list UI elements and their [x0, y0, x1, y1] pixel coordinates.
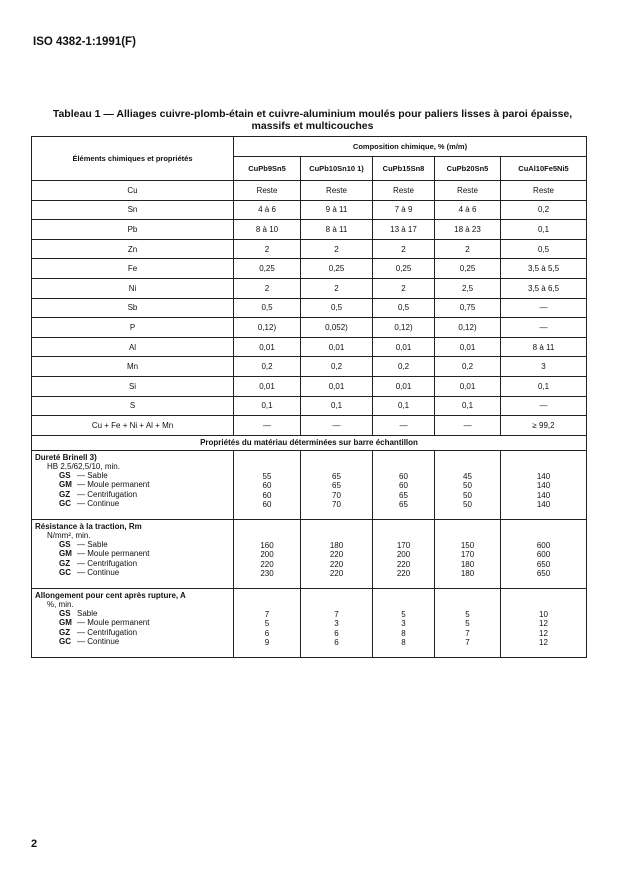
table-cell: 70: [332, 490, 341, 500]
alloy-header: CuPb15Sn8: [373, 157, 435, 181]
table-cell: —: [234, 416, 301, 436]
table-cell: 140: [536, 500, 551, 510]
property-values: [301, 450, 373, 519]
table-cell: 2: [435, 239, 501, 259]
table-row: [32, 259, 587, 279]
table-cell: 12: [539, 638, 548, 648]
process-label: — Centrifugation: [77, 558, 138, 568]
section-row: [32, 435, 587, 450]
property-values: [301, 519, 373, 588]
table-row: [32, 357, 587, 377]
table-cell: 0,25: [373, 259, 435, 279]
table-cell: 0,1: [501, 220, 587, 240]
table-row: [32, 376, 587, 396]
element-name: S: [32, 396, 234, 416]
table-cell: 65: [332, 481, 341, 491]
table-cell: 0,25: [435, 259, 501, 279]
table-cell: 170: [396, 540, 411, 550]
process-code: GC: [59, 568, 71, 578]
process-line: [35, 549, 233, 559]
table-cell: 70: [332, 500, 341, 510]
process-label: — Moule permanent: [77, 549, 150, 559]
element-name: Si: [32, 376, 234, 396]
property-label: [32, 519, 234, 588]
table-cell: 180: [329, 540, 344, 550]
table-cell: 0,01: [234, 337, 301, 357]
table-row: [32, 181, 587, 201]
caption-line-2: massifs et multicouches: [251, 120, 374, 132]
alloy-header: CuAl10Fe5Ni5: [501, 157, 587, 181]
table-cell: 3: [334, 619, 339, 629]
table-cell: 3,5 à 5,5: [501, 259, 587, 279]
table-cell: 8 à 11: [501, 337, 587, 357]
table-cell: 8: [401, 628, 406, 638]
table-cell: 180: [460, 569, 475, 579]
element-name: Ni: [32, 278, 234, 298]
table-cell: 7: [264, 609, 270, 619]
table-cell: 0,01: [373, 376, 435, 396]
process-code: GM: [59, 618, 72, 628]
table-cell: 8 à 11: [301, 220, 373, 240]
table-cell: —: [301, 416, 373, 436]
caption-line-1: Tableau 1 — Alliages cuivre-plomb-étain et cuivre-aluminium moulés pour paliers lisses à paroi épaisse,: [52, 108, 573, 120]
element-name: Pb: [32, 220, 234, 240]
table-cell: 0,5: [301, 298, 373, 318]
table-cell: 2: [373, 278, 435, 298]
property-subtitle: %, min.: [47, 599, 74, 609]
table-cell: 2: [234, 239, 301, 259]
property-values: [373, 450, 435, 519]
process-line: [35, 628, 233, 638]
page-number: 2: [31, 838, 38, 850]
process-label: — Continue: [77, 637, 120, 647]
table-cell: 0,01: [435, 376, 501, 396]
table-cell: 200: [260, 550, 274, 560]
table-cell: 8: [401, 638, 406, 648]
table-cell: 10: [539, 609, 548, 619]
table-cell: Reste: [301, 181, 373, 201]
property-values: [501, 450, 587, 519]
table-cell: 0,01: [301, 337, 373, 357]
table-cell: 0,01: [234, 376, 301, 396]
element-name: Zn: [32, 239, 234, 259]
property-values: [234, 519, 301, 588]
table-cell: 50: [463, 490, 472, 500]
table-cell: 220: [396, 559, 411, 569]
process-line: [35, 568, 233, 578]
alloy-header: CuPb10Sn10 1): [301, 157, 373, 181]
table-cell: 0,1: [234, 396, 301, 416]
property-values: [435, 450, 501, 519]
table-cell: 5: [264, 619, 270, 629]
table-cell: 170: [460, 550, 475, 560]
table-row: [32, 416, 587, 436]
table-row: [32, 239, 587, 259]
table-cell: 0,12): [373, 318, 435, 338]
process-code: GS: [59, 608, 71, 618]
table-cell: 0,25: [301, 259, 373, 279]
element-name: P: [32, 318, 234, 338]
process-line: [35, 609, 233, 619]
property-label: [32, 588, 234, 657]
process-line: [35, 559, 233, 569]
element-name: Fe: [32, 259, 234, 279]
table-cell: 2: [301, 239, 373, 259]
table-cell: 13 à 17: [373, 220, 435, 240]
element-name: Sb: [32, 298, 234, 318]
table-cell: —: [373, 416, 435, 436]
table-cell: 220: [329, 559, 344, 569]
property-values: [435, 519, 501, 588]
property-block: [32, 588, 587, 657]
table-cell: 12: [539, 628, 548, 638]
property-values: [301, 588, 373, 657]
property-block: [32, 519, 587, 588]
table-cell: 7 à 9: [373, 200, 435, 220]
table-cell: 2: [234, 278, 301, 298]
table-cell: 3,5 à 6,5: [501, 278, 587, 298]
property-block: [32, 450, 587, 519]
table-cell: 5: [465, 609, 470, 619]
table-cell: 220: [260, 559, 274, 569]
table-row: [32, 298, 587, 318]
table-cell: 2: [373, 239, 435, 259]
table-cell: 0,01: [301, 376, 373, 396]
table-cell: 200: [396, 550, 411, 560]
table-cell: 0,2: [501, 200, 587, 220]
property-values: [501, 519, 587, 588]
table-cell: 3: [401, 619, 406, 629]
table-cell: 50: [463, 500, 472, 510]
table-row: [32, 220, 587, 240]
table-cell: 3: [501, 357, 587, 377]
table-cell: 65: [332, 471, 341, 481]
table-cell: 140: [536, 490, 551, 500]
property-values: [373, 519, 435, 588]
table-cell: 0,2: [373, 357, 435, 377]
table-cell: —: [435, 416, 501, 436]
table-cell: 180: [460, 559, 475, 569]
process-code: GC: [59, 637, 71, 647]
table-cell: 7: [465, 638, 470, 648]
property-values: [234, 450, 301, 519]
element-name: Cu: [32, 181, 234, 201]
table-cell: —: [501, 318, 587, 338]
table-row: [32, 200, 587, 220]
property-values: [501, 588, 587, 657]
table-cell: 4 à 6: [435, 200, 501, 220]
process-line: [35, 618, 233, 628]
document-header: ISO 4382-1:1991(F): [33, 36, 136, 48]
table-cell: 45: [463, 471, 472, 481]
table-cell: 7: [334, 609, 339, 619]
table-cell: —: [501, 396, 587, 416]
process-code: GM: [59, 549, 72, 559]
element-name: Al: [32, 337, 234, 357]
table-cell: 0,2: [301, 357, 373, 377]
process-label: — Sable: [77, 539, 108, 549]
process-code: GS: [59, 539, 71, 549]
table-cell: 0,2: [435, 357, 501, 377]
table-row: [32, 278, 587, 298]
table-cell: 600: [536, 540, 551, 550]
table-cell: 2: [301, 278, 373, 298]
property-title: Allongement pour cent après rupture, A: [35, 590, 186, 600]
table-cell: 5: [401, 609, 406, 619]
table-cell: 600: [536, 550, 551, 560]
table-cell: 18 à 23: [435, 220, 501, 240]
table-cell: 65: [399, 490, 408, 500]
table-cell: 230: [260, 569, 274, 579]
properties-header: Propriétés du matériau déterminées sur barre échantillon: [32, 435, 587, 450]
process-label: — Continue: [77, 568, 120, 578]
table-cell: 650: [536, 569, 551, 579]
table-cell: 0,052): [301, 318, 373, 338]
table-cell: 0,1: [301, 396, 373, 416]
element-name: Sn: [32, 200, 234, 220]
table-cell: 140: [536, 471, 551, 481]
element-name: Cu + Fe + Ni + Al + Mn: [32, 416, 234, 436]
table-cell: —: [501, 298, 587, 318]
alloy-table: [31, 136, 587, 658]
table-row: [32, 396, 587, 416]
table-cell: 650: [536, 559, 551, 569]
property-subtitle: N/mm², min.: [47, 530, 91, 540]
process-code: GZ: [59, 627, 71, 637]
process-label: — Continue: [77, 499, 120, 509]
property-label: [32, 450, 234, 519]
table-cell: 50: [463, 481, 472, 491]
alloy-header: CuPb9Sn5: [234, 157, 301, 181]
process-line: [35, 471, 233, 481]
table-cell: 7: [465, 628, 470, 638]
table-cell: 0,12): [234, 318, 301, 338]
table-cell: 60: [262, 500, 272, 510]
table-cell: 4 à 6: [234, 200, 301, 220]
process-line: [35, 499, 233, 509]
table-cell: 220: [396, 569, 411, 579]
table-cell: 6: [334, 628, 339, 638]
corner-label: Éléments chimiques et propriétés: [32, 137, 234, 181]
process-code: GZ: [59, 489, 71, 499]
table-cell: 150: [460, 540, 475, 550]
process-line: [35, 540, 233, 550]
table-cell: 0,12): [435, 318, 501, 338]
table-cell: 0,1: [435, 396, 501, 416]
table-cell: 0,25: [234, 259, 301, 279]
table-cell: 60: [262, 481, 272, 491]
table-caption: [40, 108, 585, 132]
table-cell: ≥ 99,2: [501, 416, 587, 436]
table-cell: 9: [264, 638, 270, 648]
process-label: — Centrifugation: [77, 489, 138, 499]
property-title: Dureté Brinell 3): [35, 452, 97, 462]
table-row: [32, 318, 587, 338]
table-cell: 60: [262, 490, 272, 500]
table-cell: Reste: [373, 181, 435, 201]
process-label: — Centrifugation: [77, 627, 138, 637]
table-cell: 160: [260, 540, 274, 550]
process-label: Sable: [77, 608, 98, 618]
table-cell: 0,1: [501, 376, 587, 396]
table-cell: 0,01: [435, 337, 501, 357]
group-header: Composition chimique, % (m/m): [234, 137, 587, 157]
alloy-header: CuPb20Sn5: [435, 157, 501, 181]
property-values: [234, 588, 301, 657]
table-cell: 60: [399, 481, 408, 491]
process-label: — Moule permanent: [77, 480, 150, 490]
process-label: — Moule permanent: [77, 618, 150, 628]
table-cell: 0,1: [373, 396, 435, 416]
property-values: [435, 588, 501, 657]
table-cell: 5: [465, 619, 470, 629]
table-cell: 6: [264, 628, 270, 638]
table-cell: 0,5: [373, 298, 435, 318]
table-cell: 12: [539, 619, 548, 629]
table-cell: 0,5: [234, 298, 301, 318]
process-code: GS: [59, 470, 71, 480]
table-cell: 0,2: [234, 357, 301, 377]
table-cell: Reste: [435, 181, 501, 201]
table-cell: 0,01: [373, 337, 435, 357]
table-cell: 0,5: [501, 239, 587, 259]
process-line: [35, 480, 233, 490]
process-line: [35, 490, 233, 500]
element-name: Mn: [32, 357, 234, 377]
process-line: [35, 637, 233, 647]
process-code: GZ: [59, 558, 71, 568]
process-label: — Sable: [77, 470, 108, 480]
table-cell: 9 à 11: [301, 200, 373, 220]
table-cell: 60: [399, 471, 408, 481]
property-subtitle: HB 2,5/62,5/10, min.: [47, 461, 120, 471]
property-values: [373, 588, 435, 657]
table-cell: 220: [329, 550, 344, 560]
table-cell: 0,75: [435, 298, 501, 318]
table-cell: 55: [262, 471, 272, 481]
table-cell: Reste: [501, 181, 587, 201]
table-cell: Reste: [234, 181, 301, 201]
process-code: GC: [59, 499, 71, 509]
table-cell: 140: [536, 481, 551, 491]
table-cell: 2,5: [435, 278, 501, 298]
table-cell: 65: [399, 500, 408, 510]
table-cell: 220: [329, 569, 344, 579]
table-cell: 6: [334, 638, 339, 648]
process-code: GM: [59, 480, 72, 490]
table-cell: 8 à 10: [234, 220, 301, 240]
property-title: Résistance à la traction, Rm: [35, 521, 142, 531]
table-row: [32, 337, 587, 357]
